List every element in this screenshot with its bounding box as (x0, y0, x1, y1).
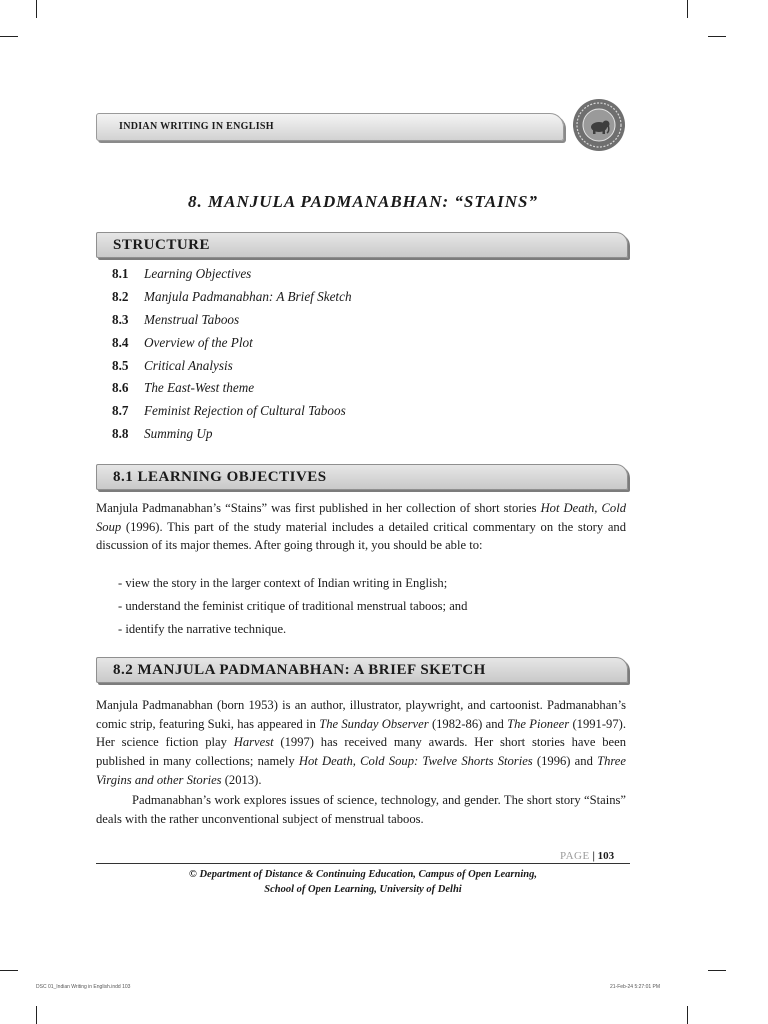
section-82-heading: 8.2 MANJULA PADMANABHAN: A BRIEF SKETCH (113, 662, 486, 678)
running-header (96, 113, 564, 141)
crop-mark (708, 970, 726, 971)
chapter-title: 8. MANJULA PADMANABHAN: “STAINS” (187, 192, 539, 211)
objectives-list (118, 576, 467, 645)
list-item: 8.4 Overview of the Plot (112, 334, 253, 350)
list-item: 8.6 The East-West theme (112, 380, 255, 396)
printer-slug-left: DSC 01_Indian Writing in English.indd 103 (36, 984, 131, 990)
list-item: 8.7 Feminist Rejection of Cultural Taboos (112, 403, 346, 419)
section-81-paragraph: Manjula Padmanabhan’s “Stains” was first published in her collection of short stories Hot Death, Cold Soup (1996). This part of the study material includes a detailed critical commentary on the story and discussion of its major themes. After going through it, you should be able to: (96, 501, 626, 553)
list-item: 8.5 Critical Analysis (112, 357, 233, 373)
crop-mark (0, 36, 18, 37)
list-item: 8.2 Manjula Padmanabhan: A Brief Sketch (112, 288, 352, 304)
structure-list (112, 266, 352, 449)
printer-slug-right: 21-Feb-24 5:27:01 PM (610, 984, 661, 990)
structure-heading-bar (96, 232, 628, 258)
section-81-heading: 8.1 LEARNING OBJECTIVES (113, 469, 327, 485)
crop-mark (36, 1006, 37, 1024)
section-82-paragraph-1: Manjula Padmanabhan (born 1953) is an author, illustrator, playwright, and cartoonist. Padmanabhan’s comic strip, featuring Suki, has appeared in The Sunday Observer (1982-86) and The Pioneer (1991-97). Her science fiction play Harvest (1997) has received many awards. Her short stories have been published in many collections; namely Hot Death, Cold Soup: Twelve Shorts Stories (1996) and Three Virgins and other Stories (2013). (96, 698, 626, 787)
section-82-paragraph-2: Padmanabhan’s work explores issues of science, technology, and gender. The short story “Stains” deals with the rather unconventional subject of menstrual taboos. (96, 793, 626, 826)
crop-mark (708, 36, 726, 37)
crop-mark (687, 0, 688, 18)
crop-mark (36, 0, 37, 18)
list-item: - understand the feminist critique of traditional menstrual taboos; and (118, 599, 468, 613)
footer-divider (96, 863, 630, 864)
section-81-heading-bar (96, 464, 628, 490)
crop-mark (687, 1006, 688, 1024)
section-82-heading-bar (96, 657, 628, 683)
page-number: PAGE | 103 (560, 850, 615, 862)
list-item: - view the story in the larger context of Indian writing in English; (118, 576, 448, 590)
list-item: 8.8 Summing Up (112, 426, 213, 442)
university-seal-logo (572, 98, 626, 152)
running-header-text: INDIAN WRITING IN ENGLISH (119, 121, 274, 132)
list-item: 8.1 Learning Objectives (112, 266, 252, 281)
list-item: 8.3 Menstrual Taboos (112, 311, 240, 327)
structure-heading: STRUCTURE (113, 237, 211, 253)
crop-mark (0, 970, 18, 971)
copyright-notice: © Department of Distance & Continuing Education, Campus of Open Learning, School of Open Learning, University of Delhi (189, 869, 537, 895)
list-item: - identify the narrative technique. (118, 622, 287, 636)
